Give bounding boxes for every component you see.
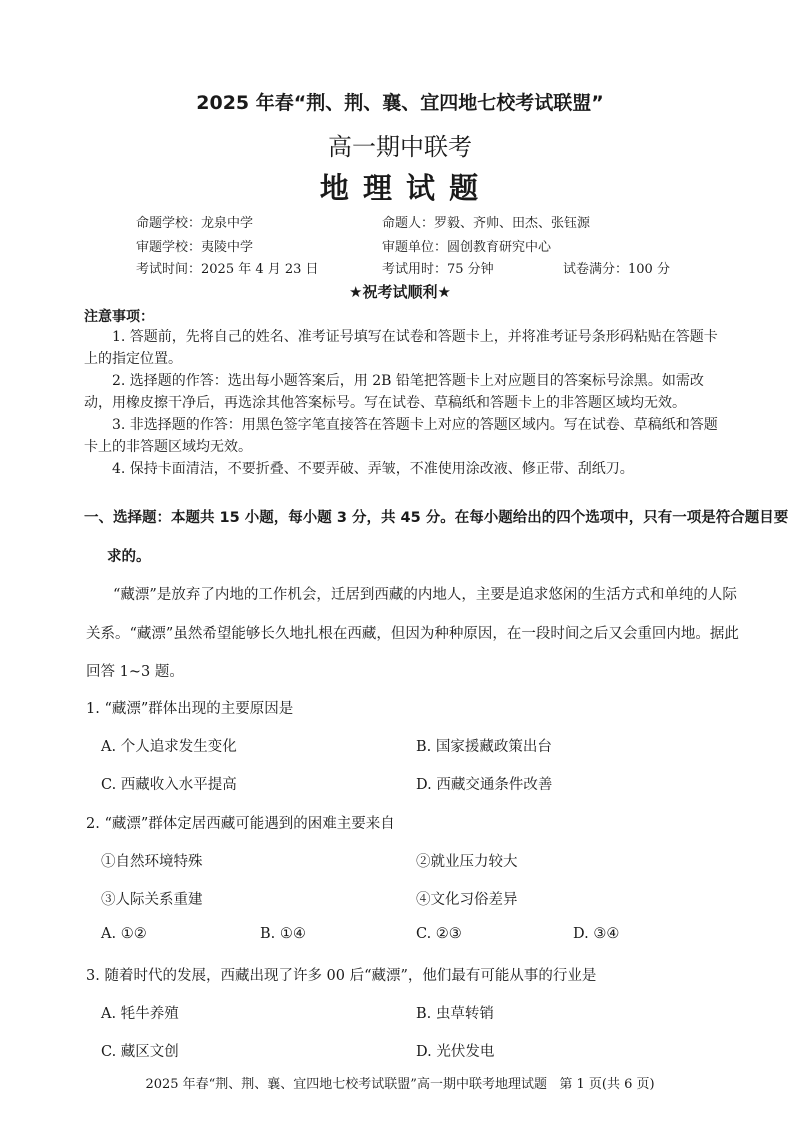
note-item: 2. 选择题的作答：选出每小题答案后，用 2B 铅笔把答题卡上对应题目的答案标号涂黑。如需改动，用橡皮擦干净后，再选涂其他答案标号。写在试卷、草稿纸和答题卡上的非答题区域均无效。 [84, 373, 704, 411]
statement-item: ④文化习俗差异 [416, 892, 518, 908]
statement-item: ②就业压力较大 [416, 854, 518, 870]
passage-line: 回答 1~3 题。 [86, 664, 184, 680]
page-footer: 2025 年春“荆、荆、襄、宜四地七校考试联盟”高一期中联考地理试题 第 1 页(共 6 页) [145, 1077, 655, 1092]
exam-alliance-title: 2025 年春“荆、荆、襄、宜四地七校考试联盟” [196, 92, 604, 114]
note-item: 4. 保持卡面清洁，不要折叠、不要弄破、弄皱，不准使用涂改液、修正带、刮纸刀。 [112, 461, 634, 477]
exam-date: 考试时间：2025 年 4 月 23 日 [136, 262, 319, 277]
question-stem: 3. 随着时代的发展，西藏出现了许多 00 后“藏漂”，他们最有可能从事的行业是 [86, 968, 597, 984]
option-d: D. ③④ [573, 926, 620, 942]
option-b: B. 国家援藏政策出台 [416, 739, 552, 755]
section-heading-cont: 求的。 [107, 549, 151, 565]
option-c: C. 西藏收入水平提高 [101, 777, 237, 793]
review-school: 审题学校：夷陵中学 [136, 240, 254, 255]
question-stem: 1. “藏漂”群体出现的主要原因是 [86, 701, 294, 717]
option-b: B. ①④ [260, 926, 306, 942]
option-c: C. 藏区文创 [101, 1044, 179, 1060]
option-b: B. 虫草转销 [416, 1006, 494, 1022]
option-d: D. 西藏交通条件改善 [416, 777, 553, 793]
exam-subtitle: 高一期中联考 [328, 133, 472, 161]
section-heading: 一、选择题：本题共 15 小题，每小题 3 分，共 45 分。在每小题给出的四个选项中，只有一项是符合题目要 [84, 510, 789, 526]
full-score: 试卷满分：100 分 [563, 262, 670, 277]
good-luck-banner: ★祝考试顺利★ [349, 283, 451, 301]
statement-item: ③人际关系重建 [101, 892, 203, 908]
option-a: A. 牦牛养殖 [101, 1006, 179, 1022]
statement-item: ①自然环境特殊 [101, 854, 203, 870]
proposers: 命题人：罗毅、齐帅、田杰、张钰源 [382, 216, 591, 231]
note-item: 1. 答题前，先将自己的姓名、准考证号填写在试卷和答题卡上，并将准考证号条形码粘贴在答题卡上的指定位置。 [84, 329, 718, 367]
subject-title: 地 理 试 题 [319, 171, 481, 205]
passage-line: “藏漂”是放弃了内地的工作机会，迁居到西藏的内地人，主要是追求悠闲的生活方式和单纯的人际 [113, 587, 737, 603]
option-a: A. ①② [101, 926, 147, 942]
option-d: D. 光伏发电 [416, 1044, 495, 1060]
note-item: 3. 非选择题的作答：用黑色签字笔直接答在答题卡上对应的答题区域内。写在试卷、草稿纸和答题卡上的非答题区域均无效。 [84, 417, 718, 455]
review-unit: 审题单位：圆创教育研究中心 [382, 240, 552, 255]
option-a: A. 个人追求发生变化 [101, 739, 237, 755]
passage-line: 关系。“藏漂”虽然希望能够长久地扎根在西藏，但因为种种原因，在一段时间之后又会重回内地。据此 [86, 626, 739, 642]
option-c: C. ②③ [416, 926, 462, 942]
question-stem: 2. “藏漂”群体定居西藏可能遇到的困难主要来自 [86, 816, 395, 832]
notes-heading: 注意事项： [84, 309, 154, 325]
exam-duration: 考试用时：75 分钟 [382, 262, 494, 277]
proposing-school: 命题学校：龙泉中学 [136, 216, 254, 231]
